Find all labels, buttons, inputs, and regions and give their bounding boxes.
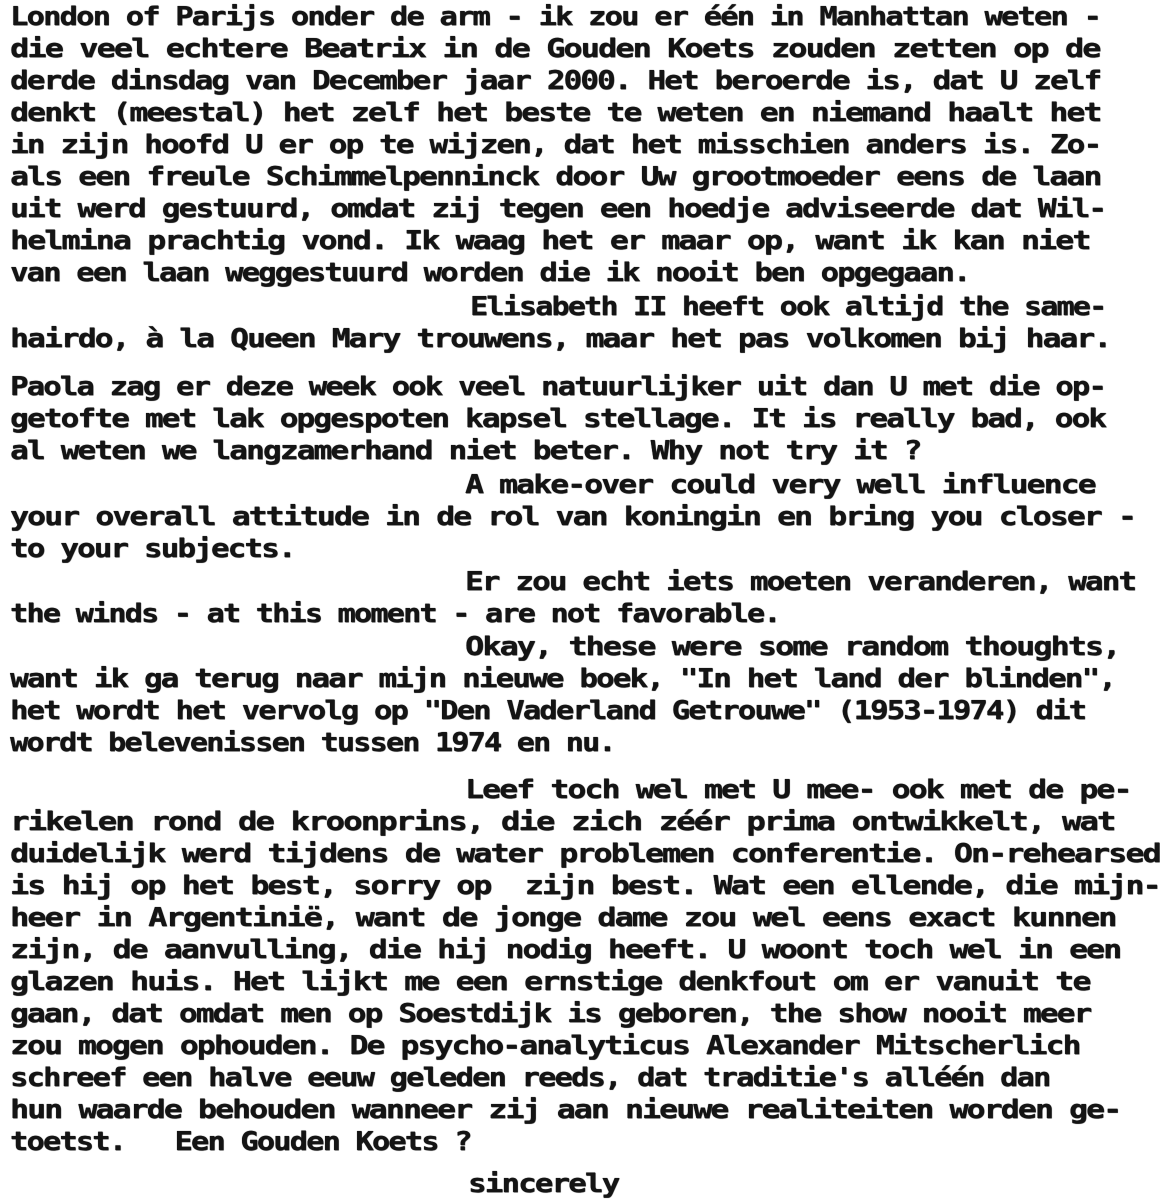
closing-signoff: sincerely (468, 1169, 619, 1199)
typed-line: toetst. Een Gouden Koets ? (10, 1127, 471, 1157)
typed-line: rikelen rond de kroonprins, die zich zéér prima ontwikkelt, wat (10, 807, 1115, 837)
typed-line: your overall attitude in de rol van koningin en bring you closer - (10, 502, 1135, 532)
typed-line: Okay, these were some random thoughts, (465, 632, 1120, 662)
typed-line: heer in Argentinië, want de jonge dame zou wel eens exact kunnen (10, 903, 1116, 933)
typed-line: hun waarde behouden wanneer zij aan nieuwe realiteiten worden ge- (10, 1095, 1121, 1125)
typed-line: Er zou echt iets moeten veranderen, want (465, 567, 1136, 597)
typed-line: schreef een halve eeuw geleden reeds, dat traditie's alléén dan (10, 1063, 1050, 1093)
typed-line: Elisabeth II heeft ook altijd the same- (470, 292, 1106, 322)
typed-line: Paola zag er deze week ook veel natuurlijker uit dan U met die op- (10, 372, 1105, 402)
typed-line: glazen huis. Het lijkt me een ernstige denkfout om er vanuit te (10, 967, 1090, 997)
typed-line: hairdo, à la Queen Mary trouwens, maar het pas volkomen bij haar. (10, 324, 1111, 354)
typed-line: duidelijk werd tijdens de water problemen conferentie. On-rehearsed (10, 839, 1160, 869)
typed-line: is hij op het best, sorry op zijn best. Wat een ellende, die mijn- (10, 871, 1160, 901)
typed-line: al weten we langzamerhand niet beter. Why not try it ? (10, 436, 921, 466)
typed-line: to your subjects. (10, 534, 295, 564)
typed-line: want ik ga terug naar mijn nieuwe boek, "In het land der blinden", (10, 664, 1115, 694)
typed-line: het wordt het vervolg op "Den Vaderland Getrouwe" (1953-1974) dit (10, 696, 1086, 726)
typed-line: A make-over could very well influence (465, 470, 1095, 500)
typed-line: van een laan weggestuurd worden die ik nooit ben opgegaan. (10, 258, 970, 288)
typed-line: Leef toch wel met U mee- ook met de pe- (465, 775, 1131, 805)
typed-line: helmina prachtig vond. Ik waag het er maar op, want ik kan niet (10, 226, 1090, 256)
typed-line: getofte met lak opgespoten kapsel stellage. It is really bad, ook (10, 404, 1106, 434)
typed-line: die veel echtere Beatrix in de Gouden Koets zouden zetten op de (10, 34, 1100, 64)
typed-line: denkt (meestal) het zelf het beste te weten en niemand haalt het (10, 98, 1101, 128)
typed-line: the winds - at this moment - are not favorable. (10, 599, 780, 629)
typed-line: London of Parijs onder de arm - ik zou er één in Manhattan weten - (10, 2, 1100, 32)
typed-line: derde dinsdag van December jaar 2000. Het beroerde is, dat U zelf (10, 66, 1101, 96)
typed-line: gaan, dat omdat men op Soestdijk is geboren, the show nooit meer (10, 999, 1091, 1029)
typed-line: zou mogen ophouden. De psycho-analyticus Alexander Mitscherlich (10, 1031, 1080, 1061)
typed-line: wordt belevenissen tussen 1974 en nu. (10, 728, 615, 758)
typed-line: zijn, de aanvulling, die hij nodig heeft. U woont toch wel in een (10, 935, 1121, 965)
typed-line: in zijn hoofd U er op te wijzen, dat het misschien anders is. Zo- (10, 130, 1101, 160)
typed-line: uit werd gestuurd, omdat zij tegen een hoedje adviseerde dat Wil- (10, 194, 1106, 224)
typed-line: als een freule Schimmelpenninck door Uw grootmoeder eens de laan (10, 162, 1101, 192)
